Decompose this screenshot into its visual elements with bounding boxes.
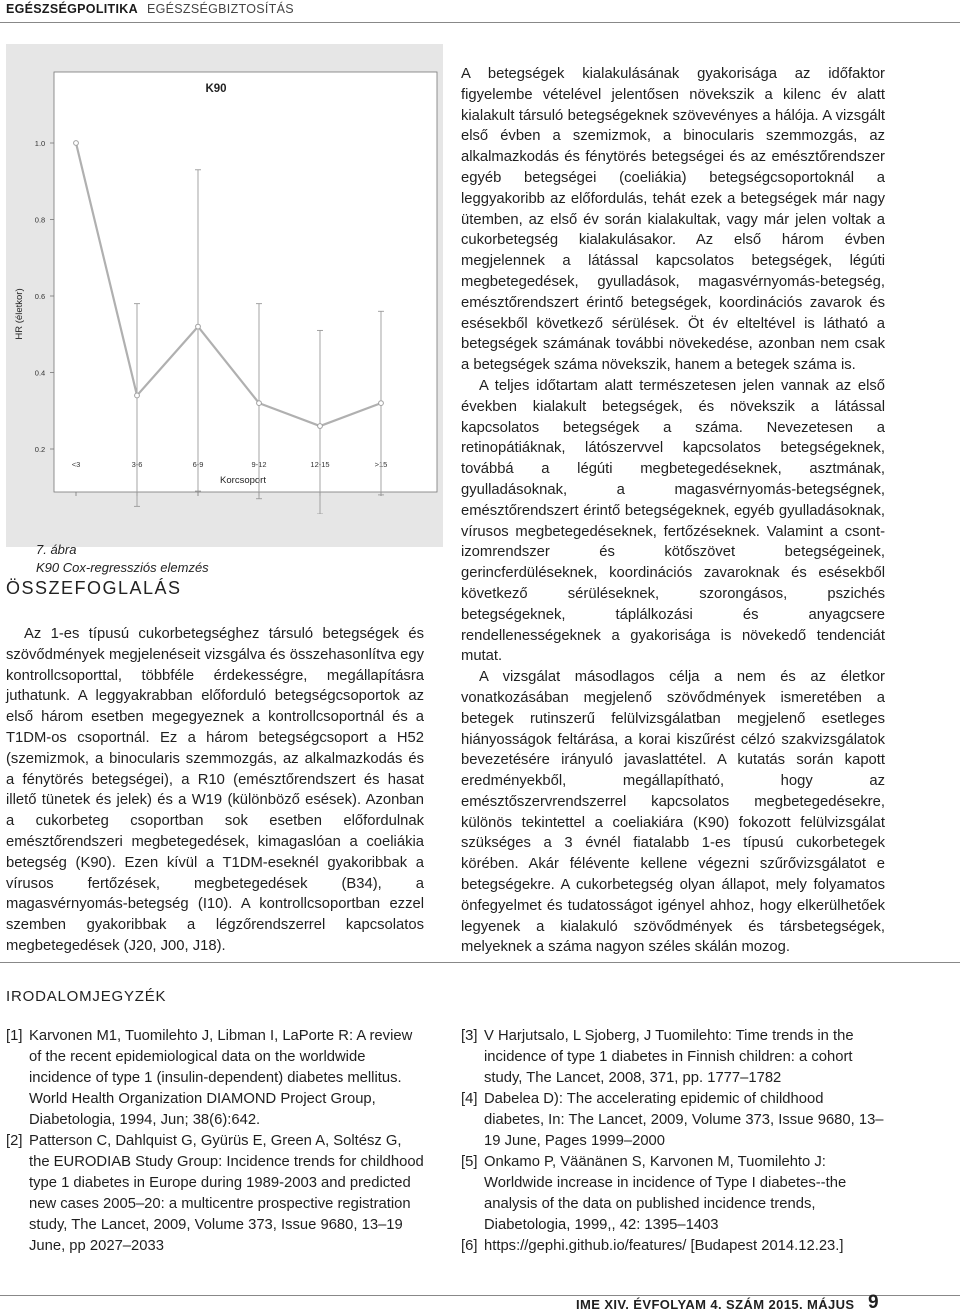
- page-header: [0, 0, 960, 22]
- reference-item: [6, 1026, 424, 1131]
- reference-number: [4]: [461, 1091, 478, 1107]
- x-tick-label: 12-15: [310, 460, 330, 469]
- reference-number: [5]: [461, 1154, 478, 1170]
- reference-item: [6, 1131, 424, 1257]
- right-column-body: [461, 64, 885, 958]
- reference-text: Onkamo P, Väänänen S, Karvonen M, Tuomilehto J: Worldwide increase in incidence of Type I diabetes--the analysis of the data on published incidence trends, Diabetologia, 1999,, 42: 1395–1403: [484, 1154, 847, 1233]
- reference-text: Karvonen M1, Tuomilehto J, Libman I, LaPorte R: A review of the recent epidemiological data on the worldwide incidence of type 1 (insulin-dependent) diabetes mellitus. World Health Organization DIAMOND Project Group, Diabetologia, 1994, Jun; 38(6):642.: [29, 1028, 413, 1128]
- section-label-secondary: EGÉSZSÉGBIZTOSÍTÁS: [147, 2, 294, 16]
- reference-number: [6]: [461, 1238, 478, 1254]
- reference-item: [461, 1089, 885, 1152]
- reference-number: [2]: [6, 1133, 23, 1149]
- body-paragraph-2: A teljes időtartam alatt természetesen jelen vannak az első években kialakult betegségek, és növekszik a látással kapcsolatos betegségek a száma. Nevezetesen a retinopátiáknak, látószervvel kapcsolatos betegségeknek, továbbá a légúti megbetegedéseknek, asztmának, gyulladásoknak, a magasvérnyomás-betegségnek, emésztőrendszert érintő betegségeknek, egyéb gyulladásoknak, vírusos megbetegedéseknek, fertőzéseknek. Valamint a csont-izomrendszer és kötőszövet betegségeinek, gerincferdüléseknek, koordinációs zavaroknak és esésekből következő sérüléseknek, szorongásos, pszichés betegségeknek, táplálkozási és anyagcsere rendellenességeknek a gyakorisága is növekedő tendenciát mutat.: [461, 377, 885, 665]
- reference-text: Patterson C, Dahlquist G, Gyürüs E, Green A, Soltész G, the EURODIAB Study Group: Incidence trends for childhood type 1 diabetes in Europe during 1989-2003 and predicted new cases 2005–20: a multicentre prospective registration study, The Lancet, 2009, Volume 373, Issue 9680, 13–19 June, pp 2027–2033: [29, 1133, 424, 1254]
- header-divider: [0, 22, 960, 23]
- footer-journal-info: IME XIV. ÉVFOLYAM 4. SZÁM 2015. MÁJUS: [576, 1297, 855, 1312]
- figure-title: K90 Cox-regressziós elemzés: [36, 560, 209, 575]
- y-tick-label: 1.0: [34, 139, 46, 148]
- references-list-left: [6, 1026, 424, 1257]
- page-number: 9: [868, 1292, 879, 1313]
- references-heading: IRODALOMJEGYZÉK: [6, 988, 167, 1005]
- data-point: [196, 324, 201, 329]
- data-point: [257, 401, 262, 406]
- data-point: [135, 393, 140, 398]
- y-tick-label: 0.2: [34, 445, 46, 454]
- footer-divider: [0, 1295, 960, 1296]
- section-label-active: EGÉSZSÉGPOLITIKA: [6, 2, 138, 16]
- y-tick-label: 0.4: [34, 368, 46, 378]
- x-tick-label: <3: [71, 460, 81, 469]
- reference-text: Dabelea D): The accelerating epidemic of childhood diabetes, In: The Lancet, 2009, Volume 373, Issue 9680, 13–19 June, Pages 1999–2000: [484, 1091, 884, 1149]
- x-tick-label: 6-9: [192, 460, 204, 469]
- figure-caption: [36, 541, 209, 577]
- plot-area: [54, 72, 437, 492]
- summary-body: [6, 624, 424, 957]
- reference-item: [461, 1152, 885, 1236]
- chart-ylabel: HR (életkor): [14, 288, 25, 340]
- references-list-right: [461, 1026, 885, 1257]
- reference-number: [3]: [461, 1028, 478, 1044]
- x-tick-label: 9-12: [251, 460, 267, 469]
- reference-number: [1]: [6, 1028, 23, 1044]
- figure-number: 7. ábra: [36, 542, 77, 557]
- data-point: [318, 424, 323, 429]
- chart-title: K90: [205, 83, 227, 95]
- y-tick-label: 0.8: [34, 215, 46, 225]
- summary-paragraph: Az 1-es típusú cukorbetegséghez társuló betegségek és szövődmények megjelenéseit vizsgálva és összehasonlítva egy kontrollcsoporttal, többféle érdekességre, megállapításra juthatunk. A leggyakrabban előforduló betegségcsoportok az első három esetben megegyeznek a kontrollcsoportnál és a T1DM-os csoportnál. Ez a három betegségcsoport a H52 (szemizmok, a binocularis szemmozgás, az alkalmazkodás és a fénytörés betegségei), a R10 (emésztőrendszert és hasat illető tünetek és jelek) és a W19 (különböző esések). Azonban a cukorbeteg csoportban sok esetben előfordulnak emésztőrendszeri megbetegedések, kimagaslóan a coeliákia betegség (K90). Ezen kívül a T1DM-eseknél gyakoribbak a vírusos fertőzések, megbetegedések (B34), a magasvérnyomás-betegség (I10). A kontrollcsoportban ezzel szemben gyakoribbak a légzőrendszerrel kapcsolatos megbetegedések (J20, J00, J18).: [6, 626, 424, 954]
- body-paragraph-1: A betegségek kialakulásának gyakorisága az időfaktor figyelembe vételével jelentősen növekszik a kilenc év alatt kialakult társuló betegségeknek szövevényes a hálója. A vizsgált első évben a szemizmok, a binocularis szemmozgás, az alkalmazkodás és fénytörés betegségei és az emésztőrendszer egyéb betegségei (coeliákia) betegségcsoportoknál a leggyakoribb az előfordulás, tehát ezek a betegségek már nagy ütemben, az első év során kialakultak, vagy már jelen voltak a cukorbetegség kialakulásakor. Az első három évben megjelennek a látással kapcsolatos betegségek, légúti megbetegedések, gyulladások, magasvérnyomás-betegség, emésztőrendszert érintő betegségek, koordinációs zavarok és esésekből következő sérülések. Öt év elteltével is látható a betegségek számának további növekedése, azonban nem csak a betegségek száma növekszik, hanem a betegek száma is.: [461, 66, 885, 374]
- x-tick-label: >15: [374, 460, 388, 469]
- y-tick-label: 0.6: [34, 292, 46, 301]
- figure-7: [6, 44, 443, 575]
- reference-item: [461, 1236, 885, 1257]
- k90-chart: [6, 44, 443, 514]
- chart-xlabel: Korcsoport: [220, 475, 266, 486]
- reference-item: [461, 1026, 885, 1089]
- x-tick-label: 3-6: [131, 460, 143, 469]
- reference-text: V Harjutsalo, L Sjoberg, J Tuomilehto: Time trends in the incidence of type 1 diabetes in Finnish children: a cohort study, The Lancet, 2008, 371, pp. 1777–1782: [484, 1028, 854, 1086]
- section-divider: [0, 962, 960, 963]
- body-paragraph-3: A vizsgálat másodlagos célja a nem és az életkor vonatkozásában megjelenő szövődmények ismeretében a betegek rutinszerű felülvizsgálatban megjelenő esetleges hiányosságok feltárása, a korai kiszűrést célzó szakvizsgálatok bevezetésére irányuló javaslattétel. A kutatás során kapott eredményekből, megállapítható, hogy az emésztőszervrendszerrel kapcsolatos megbetegedésekre, különös tekintettel a coeliakiára (K90) fokozott felülvizsgálat szükséges a 3 évnél fiatalabb 1-es típusú cukorbetegek körében. Akár félévente kellene végezni szűrővizsgálatot e betegségekre. A cukorbetegség olyan állapot, mely folyamatos önfegyelmet és tudatosságot igényel ahhoz, hogy elkerülhetőek legyenek a kialakuló szövődmények és társbetegségek, melyeknek a száma nagyon széles skálán mozog.: [461, 669, 885, 956]
- data-point: [379, 401, 384, 406]
- data-point: [74, 141, 79, 146]
- summary-heading: ÖSSZEFOGLALÁS: [6, 578, 182, 598]
- reference-text: https://gephi.github.io/features/ [Budapest 2014.12.23.]: [484, 1238, 844, 1254]
